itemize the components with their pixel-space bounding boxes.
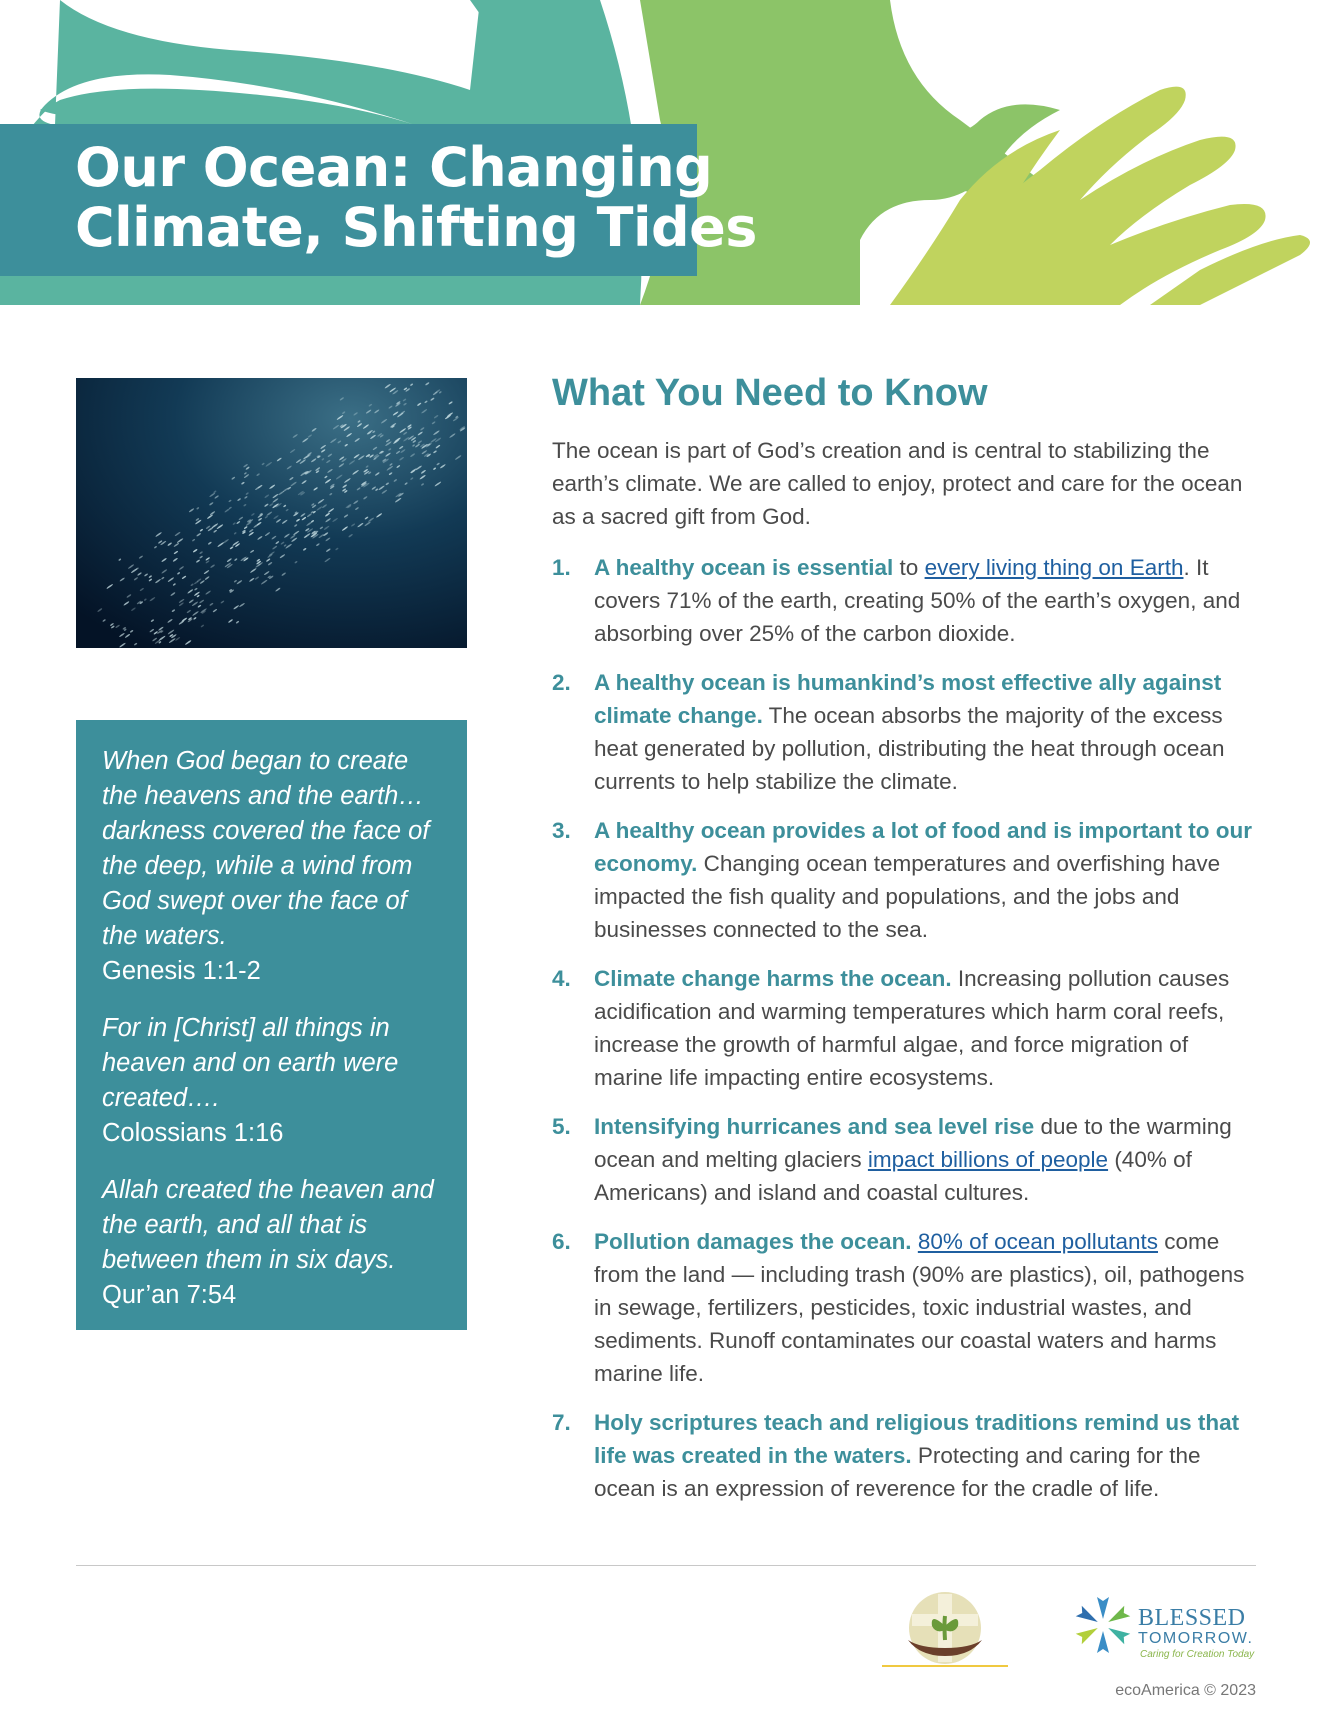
page-title [75,136,757,259]
fact-lead: Pollution damages the ocean. [594,1229,912,1254]
fact-link[interactable]: every living thing on Earth [924,555,1184,580]
quote-reference: Colossians 1:16 [102,1119,284,1147]
hands-plant-logo-icon [880,1590,1010,1670]
fact-number: 2. [552,670,571,695]
fact-link[interactable]: impact billions of people [867,1147,1109,1172]
fact-link[interactable]: 80% of ocean pollutants [917,1229,1159,1254]
fact-number: 3. [552,818,571,843]
quote-text: For in [Christ] all things in heaven and on earth were created…. [102,1014,399,1112]
fact-item-2 [552,666,1262,798]
fish-school-photo [76,378,467,648]
blessed-tomorrow-logo [1072,1592,1272,1672]
fact-number: 7. [552,1410,571,1435]
fact-lead: A healthy ocean provides a lot of food and is important to our economy. [594,818,1252,876]
fact-item-1 [552,551,1262,650]
fact-text: (40% of Americans) and island and coastal cultures. [594,1147,1192,1205]
fact-text: due to the warming ocean and melting glaciers [594,1114,1232,1172]
hands-circle-icon [1072,1592,1134,1658]
scripture-quote [102,1011,447,1151]
quote-text: When God began to create the heavens and the earth… darkness covered the face of the deep, while a wind from God swept over the face of the waters. [102,747,430,950]
fact-item-7 [552,1406,1262,1505]
fact-text: Changing ocean temperatures and overfishing have impacted the fish quality and populations, and the jobs and businesses connected to the sea. [594,851,1221,942]
fact-item-4 [552,962,1262,1094]
copyright-notice: ecoAmerica © 2023 [1115,1682,1256,1699]
fact-text: Increasing pollution causes acidification and warming temperatures which harm coral reefs, increase the growth of harmful algae, and force migration of marine life impacting entire ecosystems. [594,966,1230,1090]
fact-lead: A healthy ocean is essential [594,555,894,580]
fact-lead: Climate change harms the ocean. [594,966,952,991]
scripture-quote [102,1173,447,1313]
main-content [552,370,1262,1521]
fact-text: . It covers 71% of the earth, creating 50% of the earth’s oxygen, and absorbing over 25% of the carbon dioxide. [594,555,1241,646]
title-line-2: Climate, Shifting Tides [75,196,757,259]
fact-item-6 [552,1225,1262,1390]
fact-text: Protecting and caring for the ocean is an expression of reverence for the cradle of life. [594,1443,1201,1501]
fact-number: 5. [552,1114,571,1139]
fact-item-3 [552,814,1262,946]
scripture-quote [102,744,447,989]
quote-reference: Qur’an 7:54 [102,1281,237,1309]
brand-name-line-2: TOMORROW. [1138,1630,1254,1647]
intro-paragraph: The ocean is part of God’s creation and is central to stabilizing the earth’s climate. We are called to enjoy, protect and care for the ocean as a sacred gift from God. [552,438,1243,529]
title-line-1: Our Ocean: Changing [75,136,713,199]
brand-name-line-1: BLESSED [1138,1605,1246,1631]
brand-tagline: Caring for Creation Today [1140,1649,1255,1660]
fact-number: 1. [552,555,571,580]
footer-divider [76,1565,1256,1566]
section-heading: What You Need to Know [552,372,988,414]
fact-item-5 [552,1110,1262,1209]
fact-text: to [893,555,925,580]
fact-lead: Intensifying hurricanes and sea level rise [594,1114,1035,1139]
fact-number: 4. [552,966,571,991]
scripture-quotes-panel [76,720,467,1330]
fact-lead: A healthy ocean is humankind’s most effective ally against climate change. [594,670,1222,728]
quote-reference: Genesis 1:1-2 [102,957,261,985]
fact-text: come from the land — including trash (90% are plastics), oil, pathogens in sewage, fertilizers, pesticides, toxic industrial wastes, and sediments. Runoff contaminates our coastal waters and harms marine life. [594,1229,1245,1386]
fact-text: The ocean absorbs the majority of the excess heat generated by pollution, distributing the heat through ocean currents to help stabilize the climate. [594,703,1225,794]
quote-text: Allah created the heaven and the earth, and all that is between them in six days. [102,1176,434,1274]
fact-lead: Holy scriptures teach and religious traditions remind us that life was created in the waters. [594,1410,1240,1468]
facts-list [552,551,1262,1505]
fact-number: 6. [552,1229,571,1254]
